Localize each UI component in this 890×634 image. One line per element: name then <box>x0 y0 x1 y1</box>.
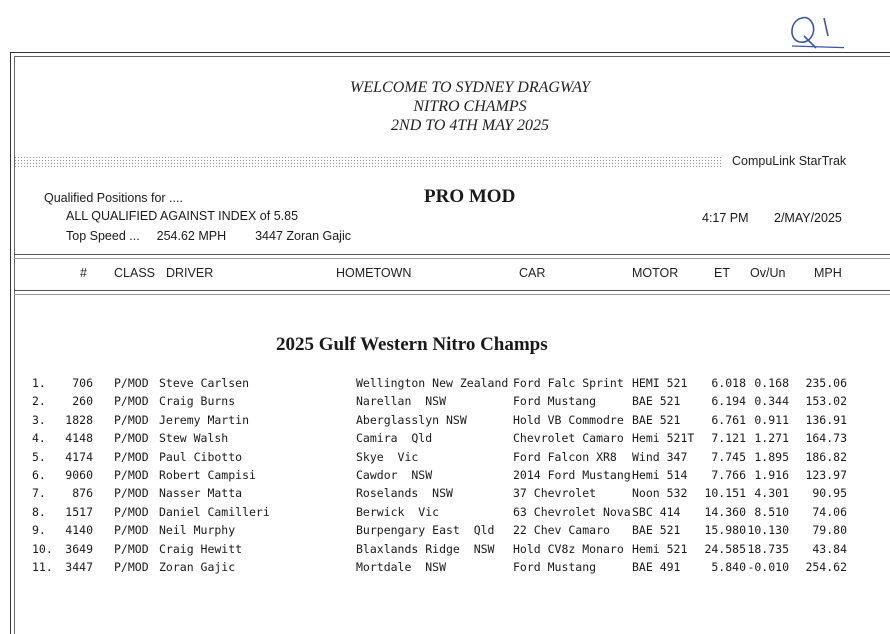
header-line-1: WELCOME TO SYDNEY DRAGWAY <box>350 79 590 96</box>
header-line-2: NITRO CHAMPS <box>413 98 527 115</box>
cell-pos: 6. <box>32 468 46 482</box>
cell-ovun: 0.344 <box>754 394 789 409</box>
top-speed-holder: 3447 Zoran Gajic <box>255 229 351 243</box>
cell-motor: SBC 414 <box>632 504 681 519</box>
cell-mph: 153.02 <box>805 394 847 409</box>
cell-car: Hold VB Commodre <box>513 412 624 427</box>
col-head-num: # <box>80 266 87 280</box>
cell-driver: Steve Carlsen <box>159 376 250 390</box>
cell-car: 22 Chev Camaro <box>513 523 610 538</box>
event-header <box>260 78 680 135</box>
table-row <box>0 413 890 431</box>
top-speed-value: 254.62 MPH <box>156 229 227 243</box>
cell-class: P/MOD <box>114 504 149 519</box>
cell-driver: Craig Burns <box>159 394 236 409</box>
cell-car: 63 Chevrolet Nova <box>513 504 631 519</box>
top-speed-label: Top Speed ... <box>66 229 140 243</box>
cell-num: 4140 <box>65 523 93 538</box>
table-row <box>0 560 890 578</box>
table-row <box>0 376 890 394</box>
cell-et: 15.980 <box>704 523 746 538</box>
cell-driver: Nasser Matta <box>159 486 243 501</box>
cell-driver: Neil Murphy <box>159 523 236 538</box>
cell-pos: 3. <box>32 412 46 427</box>
cell-hometown: Skye Vic <box>356 449 419 464</box>
cell-hometown: Narellan NSW <box>356 394 447 409</box>
cell-class: P/MOD <box>114 394 149 409</box>
cell-et: 7.745 <box>711 449 746 464</box>
report-time: 4:17 PM <box>702 211 749 225</box>
cell-car: Ford Mustang <box>513 394 597 409</box>
cell-ovun: 8.510 <box>754 504 789 519</box>
cell-driver: Zoran Gajic <box>159 560 236 574</box>
dotted-separator <box>14 156 722 168</box>
cell-pos: 8. <box>32 504 46 519</box>
cell-ovun: 1.916 <box>754 468 789 482</box>
cell-car: Ford Mustang <box>513 560 597 574</box>
cell-pos: 11. <box>32 560 53 574</box>
cell-num: 1517 <box>65 504 93 519</box>
col-head-class: CLASS <box>114 266 155 280</box>
cell-num: 260 <box>72 394 93 409</box>
cell-ovun: 4.301 <box>754 486 789 501</box>
cell-class: P/MOD <box>114 376 149 390</box>
cell-et: 24.585 <box>704 541 746 556</box>
table-row <box>0 505 890 523</box>
cell-et: 6.194 <box>711 394 746 409</box>
header-rule-top-inner <box>14 258 890 259</box>
cell-motor: BAE 521 <box>632 394 681 409</box>
cell-num: 876 <box>72 486 93 501</box>
cell-hometown: Aberglasslyn NSW <box>356 412 467 427</box>
cell-mph: 136.91 <box>805 412 847 427</box>
cell-et: 6.761 <box>711 412 746 427</box>
cell-hometown: Cawdor NSW <box>356 468 433 482</box>
cell-mph: 90.95 <box>812 486 847 501</box>
vendor-label: CompuLink StarTrak <box>732 154 847 168</box>
cell-car: Hold CV8z Monaro <box>513 541 624 556</box>
cell-mph: 79.80 <box>812 523 847 538</box>
cell-driver: Paul Cibotto <box>159 449 243 464</box>
cell-class: P/MOD <box>114 431 149 446</box>
cell-hometown: Mortdale NSW <box>356 560 447 574</box>
cell-class: P/MOD <box>114 541 149 556</box>
cell-driver: Jeremy Martin <box>159 412 250 427</box>
cell-hometown: Wellington New Zealand <box>356 376 509 390</box>
cell-et: 10.151 <box>704 486 746 501</box>
cell-motor: HEMI 521 <box>632 376 688 390</box>
cell-driver: Craig Hewitt <box>159 541 243 556</box>
cell-mph: 74.06 <box>812 504 847 519</box>
cell-num: 1828 <box>65 412 93 427</box>
cell-car: Ford Falc Sprint <box>513 376 624 390</box>
cell-pos: 5. <box>32 449 46 464</box>
cell-hometown: Roselands NSW <box>356 486 453 501</box>
cell-car: 2014 Ford Mustang <box>513 468 631 482</box>
table-row <box>0 431 890 449</box>
page-border-top <box>10 52 890 53</box>
cell-pos: 10. <box>32 541 53 556</box>
cell-pos: 9. <box>32 523 46 538</box>
cell-num: 4148 <box>65 431 93 446</box>
cell-class: P/MOD <box>114 486 149 501</box>
cell-driver: Stew Walsh <box>159 431 229 446</box>
table-row <box>0 523 890 541</box>
cell-mph: 123.97 <box>805 468 847 482</box>
cell-motor: BAE 491 <box>632 560 681 574</box>
cell-motor: Noon 532 <box>632 486 688 501</box>
cell-motor: Hemi 514 <box>632 468 688 482</box>
table-row <box>0 468 890 486</box>
cell-num: 9060 <box>65 468 93 482</box>
cell-ovun: 10.130 <box>747 523 789 538</box>
cell-mph: 164.73 <box>805 431 847 446</box>
col-head-et: ET <box>714 266 730 280</box>
cell-driver: Robert Campisi <box>159 468 256 482</box>
cell-hometown: Burpengary East Qld <box>356 523 495 538</box>
cell-ovun: 0.911 <box>754 412 789 427</box>
cell-et: 7.766 <box>711 468 746 482</box>
header-rule-top <box>14 254 890 255</box>
header-line-3: 2ND TO 4TH MAY 2025 <box>391 117 549 134</box>
cell-et: 7.121 <box>711 431 746 446</box>
table-row <box>0 394 890 412</box>
cell-driver: Daniel Camilleri <box>159 504 270 519</box>
cell-motor: Hemi 521 <box>632 541 688 556</box>
cell-num: 3447 <box>65 560 93 574</box>
cell-ovun: 18.735 <box>747 541 789 556</box>
cell-pos: 7. <box>32 486 46 501</box>
index-line: ALL QUALIFIED AGAINST INDEX of 5.85 <box>66 209 299 223</box>
cell-motor: Hemi 521T <box>632 431 695 446</box>
cell-num: 3649 <box>65 541 93 556</box>
col-head-hometown: HOMETOWN <box>336 266 412 280</box>
cell-et: 6.018 <box>711 376 746 390</box>
cell-mph: 235.06 <box>805 376 847 390</box>
col-head-ovun: Ov/Un <box>750 266 786 280</box>
cell-mph: 186.82 <box>805 449 847 464</box>
cell-class: P/MOD <box>114 560 149 574</box>
cell-hometown: Berwick Vic <box>356 504 440 519</box>
cell-pos: 4. <box>32 431 46 446</box>
event-title: 2025 Gulf Western Nitro Champs <box>276 334 548 355</box>
cell-ovun: 1.895 <box>754 449 789 464</box>
cell-ovun: 1.271 <box>754 431 789 446</box>
qualified-positions-label: Qualified Positions for .... <box>44 191 183 205</box>
cell-motor: BAE 521 <box>632 412 681 427</box>
table-row <box>0 450 890 468</box>
table-row <box>0 486 890 504</box>
cell-class: P/MOD <box>114 468 149 482</box>
cell-ovun: 0.168 <box>754 376 789 390</box>
top-speed-line <box>66 229 351 243</box>
cell-num: 706 <box>72 376 93 390</box>
col-head-mph: MPH <box>814 266 842 280</box>
header-rule-bottom <box>14 290 890 291</box>
page-border-top-inner <box>14 56 890 57</box>
cell-mph: 43.84 <box>812 541 847 556</box>
col-head-car: CAR <box>519 266 546 280</box>
cell-num: 4174 <box>65 449 93 464</box>
cell-mph: 254.62 <box>805 560 847 574</box>
cell-et: 14.360 <box>704 504 746 519</box>
cell-hometown: Camira Qld <box>356 431 433 446</box>
cell-pos: 1. <box>32 376 46 390</box>
cell-motor: BAE 521 <box>632 523 681 538</box>
cell-et: 5.840 <box>711 560 746 574</box>
cell-car: 37 Chevrolet <box>513 486 597 501</box>
cell-car: Ford Falcon XR8 <box>513 449 617 464</box>
cell-car: Chevrolet Camaro <box>513 431 624 446</box>
cell-class: P/MOD <box>114 412 149 427</box>
cell-class: P/MOD <box>114 449 149 464</box>
header-rule-bottom-inner <box>14 294 890 295</box>
col-head-driver: DRIVER <box>166 266 214 280</box>
col-head-motor: MOTOR <box>632 266 679 280</box>
cell-hometown: Blaxlands Ridge NSW <box>356 541 495 556</box>
cell-pos: 2. <box>32 394 46 409</box>
report-date: 2/MAY/2025 <box>774 211 842 225</box>
table-row <box>0 542 890 560</box>
cell-motor: Wind 347 <box>632 449 688 464</box>
handwritten-q1-mark <box>784 10 844 52</box>
cell-ovun: -0.010 <box>747 560 789 574</box>
cell-class: P/MOD <box>114 523 149 538</box>
class-title: PRO MOD <box>424 186 516 207</box>
